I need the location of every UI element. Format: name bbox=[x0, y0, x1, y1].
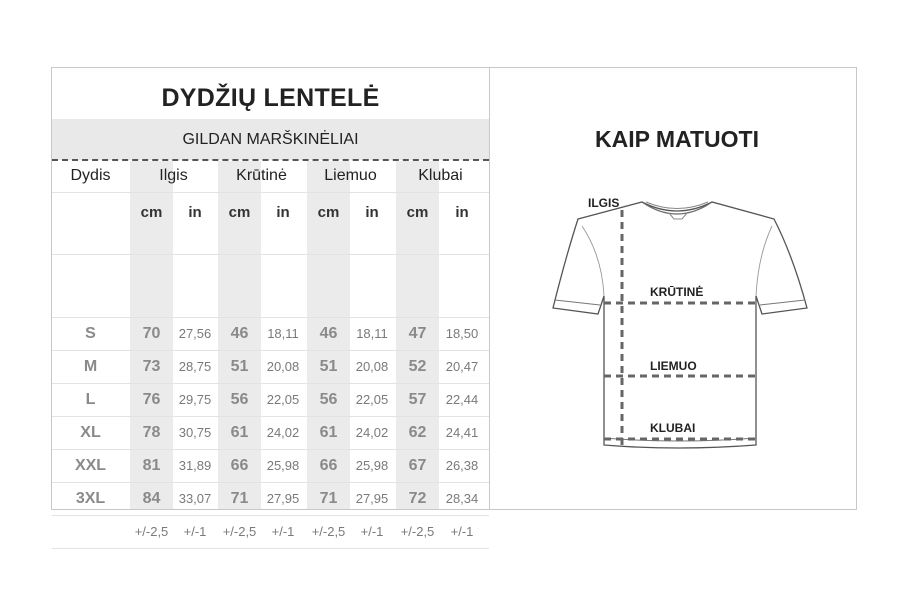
cm-value: 46 bbox=[230, 325, 249, 342]
cm-value: 66 bbox=[319, 457, 338, 474]
how-to-measure-panel bbox=[490, 68, 856, 509]
table-title: DYDŽIŲ LENTELĖ bbox=[161, 84, 380, 112]
how-to-measure-title: KAIP MATUOTI bbox=[595, 126, 759, 152]
tolerance-value: +/-2,5 bbox=[400, 524, 435, 539]
inch-value: 20,08 bbox=[266, 359, 300, 374]
unit-label-cm: cm bbox=[406, 204, 429, 221]
size-column-header: Dydis bbox=[70, 167, 111, 184]
inch-value: 25,98 bbox=[355, 458, 389, 473]
cm-value: 51 bbox=[230, 358, 249, 375]
cm-value: 78 bbox=[142, 424, 161, 441]
cm-value: 57 bbox=[408, 391, 427, 408]
cm-value: 52 bbox=[408, 358, 427, 375]
cm-value: 71 bbox=[319, 490, 338, 507]
tolerance-value: +/-2,5 bbox=[222, 524, 257, 539]
tolerance-value: +/-1 bbox=[271, 524, 295, 539]
hips-label: KLUBAI bbox=[650, 421, 696, 435]
tshirt-diagram bbox=[542, 196, 812, 458]
cm-value: 56 bbox=[319, 391, 338, 408]
inch-value: 33,07 bbox=[178, 491, 212, 506]
unit-label-cm: cm bbox=[228, 204, 251, 221]
cm-value: 67 bbox=[408, 457, 427, 474]
tolerance-value: +/-1 bbox=[183, 524, 207, 539]
size-label: L bbox=[85, 391, 96, 408]
inch-value: 24,02 bbox=[355, 425, 389, 440]
inch-value: 24,41 bbox=[445, 425, 479, 440]
inch-value: 27,56 bbox=[178, 326, 212, 341]
size-label: XL bbox=[80, 424, 101, 441]
cm-value: 73 bbox=[142, 358, 161, 375]
unit-label-in: in bbox=[365, 204, 379, 221]
cm-value: 62 bbox=[408, 424, 427, 441]
inch-value: 31,89 bbox=[178, 458, 212, 473]
inch-value: 30,75 bbox=[178, 425, 212, 440]
row-separator bbox=[52, 548, 489, 549]
unit-label-in: in bbox=[276, 204, 290, 221]
cm-value: 47 bbox=[408, 325, 427, 342]
cm-value: 61 bbox=[230, 424, 249, 441]
inch-value: 18,11 bbox=[356, 326, 388, 341]
inch-value: 22,44 bbox=[445, 392, 479, 407]
cm-value: 72 bbox=[408, 490, 427, 507]
size-label: XXL bbox=[74, 457, 107, 474]
measure-header: Klubai bbox=[418, 167, 463, 184]
tolerance-value: +/-2,5 bbox=[311, 524, 346, 539]
measure-header: Liemuo bbox=[324, 167, 377, 184]
inch-value: 18,11 bbox=[267, 326, 299, 341]
inch-value: 26,38 bbox=[445, 458, 479, 473]
cm-value: 51 bbox=[319, 358, 338, 375]
tolerance-value: +/-1 bbox=[450, 524, 474, 539]
inch-value: 25,98 bbox=[266, 458, 300, 473]
cm-value: 84 bbox=[142, 490, 161, 507]
unit-label-cm: cm bbox=[317, 204, 340, 221]
tolerance-value: +/-2,5 bbox=[134, 524, 169, 539]
length-label: ILGIS bbox=[588, 196, 620, 210]
inch-value: 20,47 bbox=[445, 359, 479, 374]
row-separator bbox=[52, 254, 489, 255]
measure-header: Ilgis bbox=[159, 167, 188, 184]
inch-value: 18,50 bbox=[445, 326, 479, 341]
inch-value: 24,02 bbox=[266, 425, 300, 440]
cm-value: 56 bbox=[230, 391, 249, 408]
measure-header: Krūtinė bbox=[236, 167, 287, 184]
inch-value: 28,34 bbox=[445, 491, 479, 506]
inch-value: 27,95 bbox=[355, 491, 389, 506]
unit-label-in: in bbox=[188, 204, 202, 221]
cm-value: 46 bbox=[319, 325, 338, 342]
table-grid bbox=[52, 161, 489, 539]
size-label: S bbox=[85, 325, 96, 342]
inch-value: 20,08 bbox=[355, 359, 389, 374]
size-label: 3XL bbox=[75, 490, 106, 507]
tshirt-outline bbox=[553, 202, 807, 448]
cm-value: 66 bbox=[230, 457, 249, 474]
unit-label-cm: cm bbox=[140, 204, 163, 221]
cm-value: 81 bbox=[142, 457, 161, 474]
unit-label-in: in bbox=[455, 204, 469, 221]
size-table bbox=[52, 68, 489, 539]
cm-value: 61 bbox=[319, 424, 338, 441]
waist-label: LIEMUO bbox=[650, 359, 697, 373]
inch-value: 29,75 bbox=[178, 392, 212, 407]
inch-value: 27,95 bbox=[266, 491, 300, 506]
size-label: M bbox=[83, 358, 98, 375]
cm-value: 76 bbox=[142, 391, 161, 408]
inch-value: 28,75 bbox=[178, 359, 212, 374]
chest-label: KRŪTINĖ bbox=[650, 285, 704, 299]
cm-value: 71 bbox=[230, 490, 249, 507]
brand-label: GILDAN MARŠKINĖLIAI bbox=[182, 131, 359, 148]
tolerance-value: +/-1 bbox=[360, 524, 384, 539]
cm-value: 70 bbox=[142, 325, 161, 342]
inch-value: 22,05 bbox=[355, 392, 389, 407]
inch-value: 22,05 bbox=[266, 392, 300, 407]
